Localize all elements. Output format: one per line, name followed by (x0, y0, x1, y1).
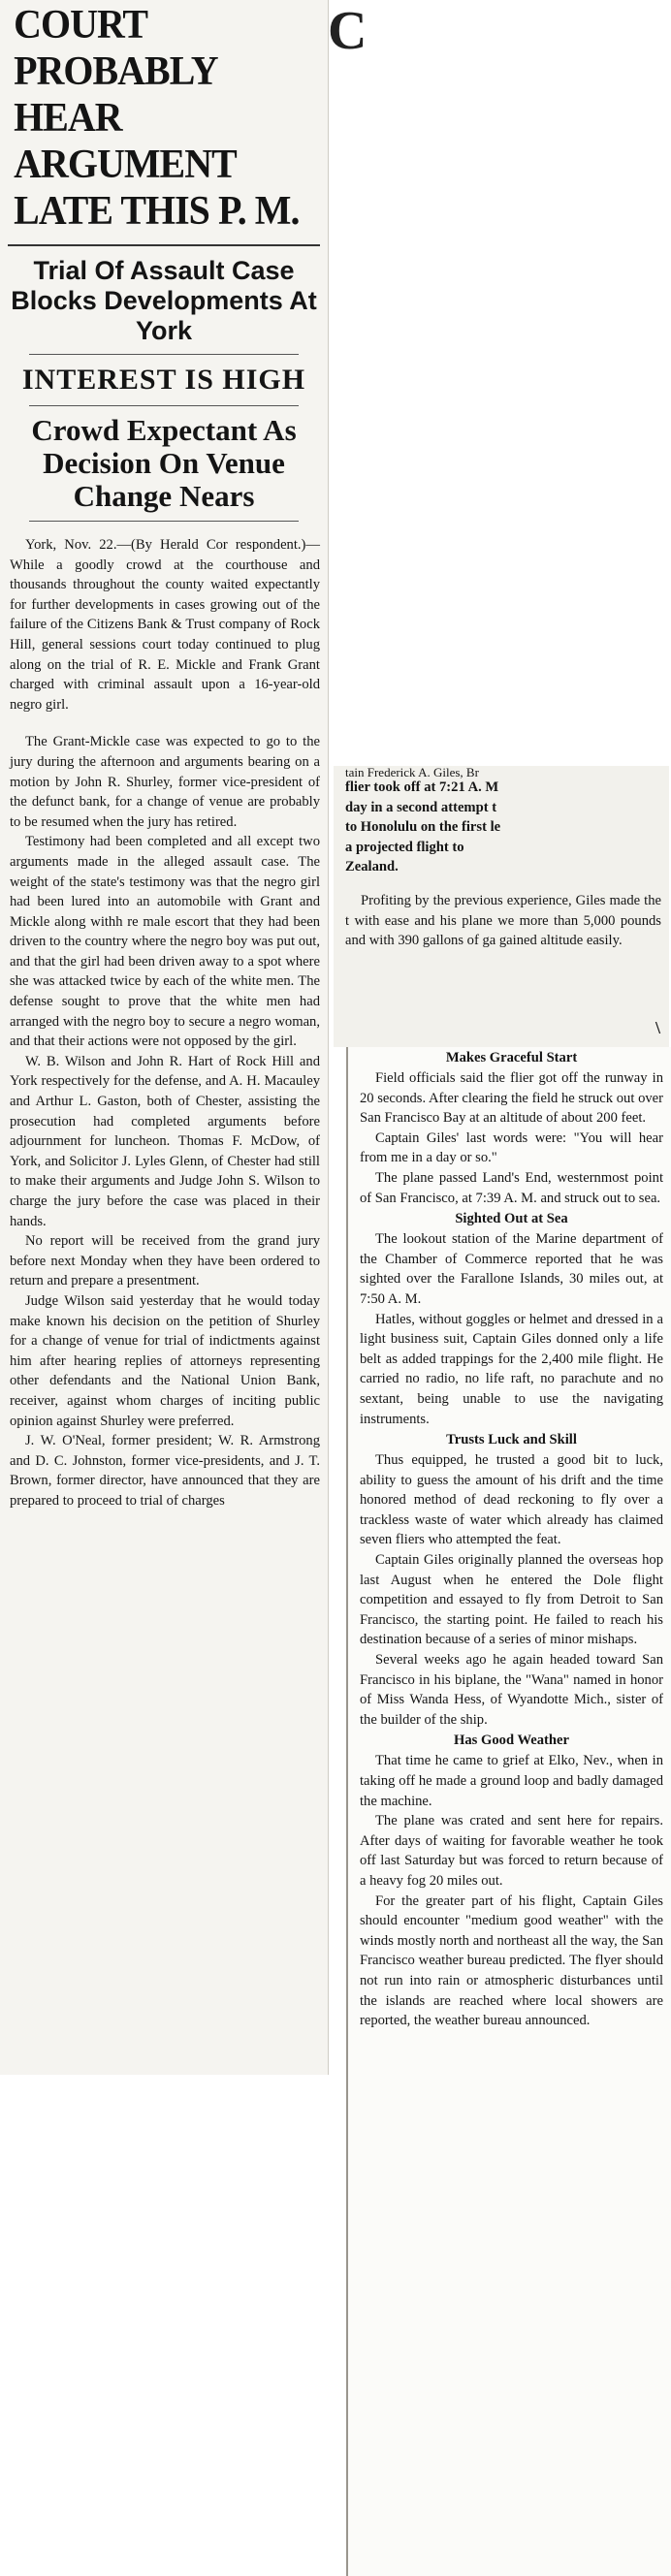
headline-rule (8, 244, 320, 246)
article-paragraph: Profiting by the previous experience, Giles made the t with ease and his plane we more than 5,000 pounds and with 390 gallons of ga gained altitude easily. (345, 892, 661, 949)
article-paragraph: York, Nov. 22.—(By Herald Cor respondent.)—While a goodly crowd at the courthouse and thousands throughout the county waited expectantly for further developments in cases growing out of the failure of the Citizens Bank & Trust company of Rock Hill, general sessions court today continued to plug along on the trial of R. E. Mickle and Frank Grant charged with criminal assault upon a 16-year-old negro girl. (10, 537, 320, 713)
flier-story-body (348, 1047, 671, 2031)
cut-line: flier took off at 7:21 A. M (345, 779, 499, 795)
article-paragraph: J. W. O'Neal, former president; W. R. Armstrong and D. C. Johnston, former vice-presidents, and J. T. Brown, former director, have announced that they are prepared to proceed to trial of charges (10, 1433, 320, 1509)
article-paragraph: W. B. Wilson and John R. Hart of Rock Hill and York respectively for the defense, and A. H. Macauley and Arthur L. Gaston, both of Chester, assisting the prosecution had completed arguments before adjournment for luncheon. Thomas F. McDow, of York, and Solicitor J. Lyles Glenn, of Chester had still to make their arguments and Judge John S. Wilson to charge the jury before the case was placed in their hands. (10, 1053, 320, 1229)
subhead: Trusts Luck and Skill (446, 1432, 577, 1448)
deck-rule-2 (29, 405, 299, 406)
subhead: Sighted Out at Sea (455, 1211, 568, 1227)
article-paragraph: The plane was crated and sent here for repairs. After days of waiting for favorable weather he took off last Saturday but was forced to return because of a heavy fog 20 miles out. (360, 1813, 663, 1889)
deck-headline-2: INTEREST IS HIGH (21, 364, 306, 396)
left-article-column (0, 0, 329, 2075)
cut-line: tain Frederick A. Giles, Br (345, 765, 479, 779)
adjacent-column-letter: C (328, 1, 367, 61)
headline-line-2: HEAR ARGUMENT (14, 96, 237, 187)
edge-mark: \ (655, 1018, 661, 1037)
flier-story-top (334, 766, 669, 1047)
headline-line-1: COURT PROBABLY (14, 3, 218, 94)
subhead: Has Good Weather (454, 1733, 569, 1749)
article-paragraph: The plane passed Land's End, westernmost point of San Francisco, at 7:39 A. M. and struck out to sea. (360, 1169, 663, 1206)
cut-line: to Honolulu on the first le (345, 819, 501, 836)
article-paragraph: Hatles, without goggles or helmet and dressed in a light business suit, Captain Giles donned only a life belt as added trappings for the 2,400 mile flight. He carried no radio, no life raft, no parachute and no sextant, being unable to use the navigating instruments. (360, 1311, 663, 1427)
article-paragraph: Field officials said the flier got off the runway in 20 seconds. After clearing the field he struck out over San Francisco Bay at an altitude of about 200 feet. (360, 1070, 663, 1127)
article-paragraph: The Grant-Mickle case was expected to go to the jury during the afternoon and arguments bearing on a motion by John R. Shurley, former vice-president of the defunct bank, for a change of venue are probably to be resumed when the jury has retired. (10, 734, 320, 830)
headline-line-3: LATE THIS P. M. (14, 189, 300, 234)
deck-rule-3 (29, 521, 299, 522)
article-paragraph: Judge Wilson said yesterday that he would today make known his decision on the petition of Shurley for a change of venue for trial of indictments against him after hearing replies of attorneys representing other defendants and the National Union Bank, receiver, against whom charges of inciting public opinion against Shurley were preferred. (10, 1292, 320, 1429)
article-paragraph: Testimony had been completed and all except two arguments made in the alleged assault case. The weight of the state's testimony was that the negro girl had been lured into an automobile with Grant and Mickle along withh re male escort that they had been driven to the country where the negro boy was put out, and that the girl had been driven away to a spot where she was attacked twice by each of the white men. The defense sought to prove that the white men had arranged with the negro boy to secure a negro woman, and that their actions were not opposed by the girl. (10, 834, 320, 1050)
deck-rule-1 (29, 354, 299, 355)
deck-headline-1: Trial Of Assault Case Blocks Developments At York (11, 256, 317, 345)
article-paragraph: Several weeks ago he again headed toward San Francisco in his biplane, the "Wana" named in honor of Miss Wanda Hess, of Wyandotte Mich., sister of the builder of the ship. (360, 1652, 663, 1728)
flier-story-intro (334, 766, 669, 951)
article-body (0, 535, 328, 1511)
article-paragraph: No report will be received from the grand jury before next Monday when they have been ordered to return and prepare a presentment. (10, 1233, 320, 1289)
article-paragraph: Thus equipped, he trusted a good bit to luck, ability to guess the amount of his drift and the time honored method of dead reckoning to fly over a trackless waste of water which already has claimed seven fliers who attempted the feat. (360, 1452, 663, 1548)
article-paragraph: Captain Giles originally planned the overseas hop last August when he entered the Dole flight competition and essayed to fly from Detroit to San Francisco, the starting point. He failed to reach his destination because of a series of minor mishaps. (360, 1552, 663, 1648)
article-paragraph: That time he came to grief at Elko, Nev., when in taking off he made a ground loop and badly damaged the machine. (360, 1753, 663, 1809)
article-paragraph: For the greater part of his flight, Captain Giles should encounter "medium good weather" with the winds mostly north and northeast all the way, the San Francisco weather bureau predicted. The flyer should not run into rain or atmospheric disturbances until the islands are reached where local showers are reported, the weather bureau announced. (360, 1892, 663, 2029)
main-headline (0, 0, 328, 235)
cut-line: Zealand. (345, 859, 399, 875)
article-paragraph: Captain Giles' last words were: "You will hear from me in a day or so." (360, 1129, 663, 1166)
subhead: Makes Graceful Start (445, 1050, 578, 1065)
deck-headline-3: Crowd Expectant As Decision On Venue Change Nears (31, 413, 297, 513)
cut-line: day in a second attempt t (345, 799, 497, 815)
cut-line: a projected flight to (345, 839, 464, 855)
flier-story-main (346, 1047, 671, 2576)
article-paragraph: The lookout station of the Marine department of the Chamber of Commerce reported that he was sighted over the Farallone Islands, 30 miles out, at 7:50 A. M. (360, 1231, 663, 1307)
